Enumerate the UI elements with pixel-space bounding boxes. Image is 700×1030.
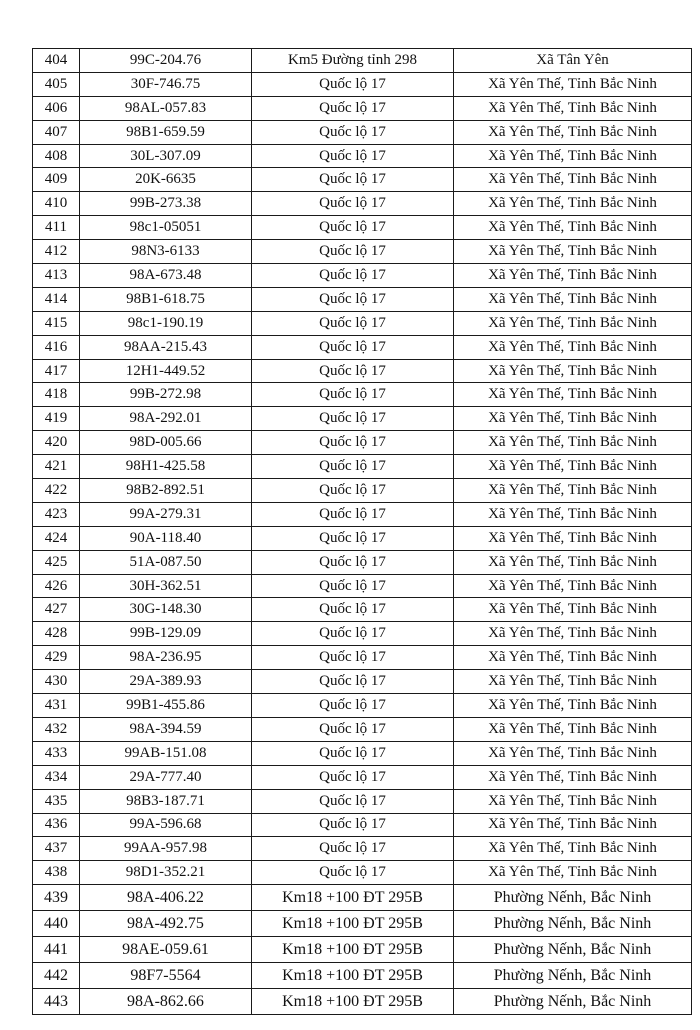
location-cell: Quốc lộ 17 bbox=[252, 813, 454, 837]
table-row bbox=[33, 789, 692, 813]
table-row bbox=[33, 741, 692, 765]
table-row bbox=[33, 694, 692, 718]
row-number-cell: 418 bbox=[33, 383, 80, 407]
location-cell: Quốc lộ 17 bbox=[252, 526, 454, 550]
license-plate-cell: 99AA-957.98 bbox=[80, 837, 252, 861]
row-number-cell: 419 bbox=[33, 407, 80, 431]
license-plate-cell: 98H1-425.58 bbox=[80, 455, 252, 479]
location-cell: Quốc lộ 17 bbox=[252, 741, 454, 765]
location-cell: Quốc lộ 17 bbox=[252, 287, 454, 311]
license-plate-cell: 99B-129.09 bbox=[80, 622, 252, 646]
location-cell: Km18 +100 ĐT 295B bbox=[252, 911, 454, 937]
table-row bbox=[33, 885, 692, 911]
ward-cell: Xã Yên Thế, Tỉnh Bắc Ninh bbox=[454, 765, 692, 789]
location-cell: Quốc lộ 17 bbox=[252, 72, 454, 96]
row-number-cell: 405 bbox=[33, 72, 80, 96]
license-plate-cell: 98A-673.48 bbox=[80, 264, 252, 288]
table-row bbox=[33, 765, 692, 789]
location-cell: Quốc lộ 17 bbox=[252, 479, 454, 503]
table-row bbox=[33, 335, 692, 359]
location-cell: Quốc lộ 17 bbox=[252, 622, 454, 646]
location-cell: Km18 +100 ĐT 295B bbox=[252, 885, 454, 911]
ward-cell: Xã Yên Thế, Tỉnh Bắc Ninh bbox=[454, 694, 692, 718]
table-row bbox=[33, 479, 692, 503]
license-plate-cell: 30H-362.51 bbox=[80, 574, 252, 598]
row-number-cell: 436 bbox=[33, 813, 80, 837]
ward-cell: Xã Yên Thế, Tỉnh Bắc Ninh bbox=[454, 264, 692, 288]
table-row bbox=[33, 861, 692, 885]
ward-cell: Xã Yên Thế, Tỉnh Bắc Ninh bbox=[454, 479, 692, 503]
location-cell: Quốc lộ 17 bbox=[252, 407, 454, 431]
license-plate-cell: 99A-279.31 bbox=[80, 502, 252, 526]
row-number-cell: 422 bbox=[33, 479, 80, 503]
table-row bbox=[33, 646, 692, 670]
location-cell: Quốc lộ 17 bbox=[252, 311, 454, 335]
license-plate-cell: 99A-596.68 bbox=[80, 813, 252, 837]
ward-cell: Xã Yên Thế, Tỉnh Bắc Ninh bbox=[454, 96, 692, 120]
ward-cell: Xã Yên Thế, Tỉnh Bắc Ninh bbox=[454, 287, 692, 311]
table-row bbox=[33, 550, 692, 574]
location-cell: Quốc lộ 17 bbox=[252, 646, 454, 670]
row-number-cell: 438 bbox=[33, 861, 80, 885]
table-row bbox=[33, 963, 692, 989]
row-number-cell: 409 bbox=[33, 168, 80, 192]
location-cell: Quốc lộ 17 bbox=[252, 264, 454, 288]
ward-cell: Xã Yên Thế, Tỉnh Bắc Ninh bbox=[454, 455, 692, 479]
row-number-cell: 404 bbox=[33, 49, 80, 73]
row-number-cell: 424 bbox=[33, 526, 80, 550]
row-number-cell: 423 bbox=[33, 502, 80, 526]
row-number-cell: 435 bbox=[33, 789, 80, 813]
ward-cell: Xã Yên Thế, Tỉnh Bắc Ninh bbox=[454, 622, 692, 646]
row-number-cell: 428 bbox=[33, 622, 80, 646]
location-cell: Quốc lộ 17 bbox=[252, 192, 454, 216]
row-number-cell: 427 bbox=[33, 598, 80, 622]
ward-cell: Xã Yên Thế, Tỉnh Bắc Ninh bbox=[454, 670, 692, 694]
location-cell: Quốc lộ 17 bbox=[252, 168, 454, 192]
ward-cell: Xã Yên Thế, Tỉnh Bắc Ninh bbox=[454, 717, 692, 741]
table-row bbox=[33, 72, 692, 96]
license-plate-cell: 98A-292.01 bbox=[80, 407, 252, 431]
license-plate-cell: 98A-236.95 bbox=[80, 646, 252, 670]
location-cell: Quốc lộ 17 bbox=[252, 670, 454, 694]
row-number-cell: 441 bbox=[33, 937, 80, 963]
license-plate-cell: 98AE-059.61 bbox=[80, 937, 252, 963]
location-cell: Quốc lộ 17 bbox=[252, 335, 454, 359]
table-row bbox=[33, 574, 692, 598]
location-cell: Quốc lộ 17 bbox=[252, 574, 454, 598]
location-cell: Quốc lộ 17 bbox=[252, 717, 454, 741]
license-plate-cell: 98B3-187.71 bbox=[80, 789, 252, 813]
table-row bbox=[33, 717, 692, 741]
license-plate-cell: 98B1-659.59 bbox=[80, 120, 252, 144]
license-plate-cell: 29A-777.40 bbox=[80, 765, 252, 789]
location-cell: Km5 Đường tỉnh 298 bbox=[252, 49, 454, 73]
row-number-cell: 442 bbox=[33, 963, 80, 989]
ward-cell: Xã Yên Thế, Tỉnh Bắc Ninh bbox=[454, 216, 692, 240]
row-number-cell: 443 bbox=[33, 989, 80, 1015]
row-number-cell: 421 bbox=[33, 455, 80, 479]
license-plate-cell: 98A-394.59 bbox=[80, 717, 252, 741]
license-plate-cell: 98A-406.22 bbox=[80, 885, 252, 911]
table-row bbox=[33, 192, 692, 216]
row-number-cell: 413 bbox=[33, 264, 80, 288]
location-cell: Quốc lộ 17 bbox=[252, 359, 454, 383]
location-cell: Quốc lộ 17 bbox=[252, 550, 454, 574]
row-number-cell: 433 bbox=[33, 741, 80, 765]
license-plate-cell: 20K-6635 bbox=[80, 168, 252, 192]
ward-cell: Phường Nếnh, Bắc Ninh bbox=[454, 937, 692, 963]
row-number-cell: 440 bbox=[33, 911, 80, 937]
location-cell: Quốc lộ 17 bbox=[252, 96, 454, 120]
table-row bbox=[33, 311, 692, 335]
ward-cell: Phường Nếnh, Bắc Ninh bbox=[454, 989, 692, 1015]
table-row bbox=[33, 120, 692, 144]
license-plate-cell: 30L-307.09 bbox=[80, 144, 252, 168]
table-row bbox=[33, 911, 692, 937]
license-plate-cell: 98D-005.66 bbox=[80, 431, 252, 455]
ward-cell: Xã Yên Thế, Tỉnh Bắc Ninh bbox=[454, 598, 692, 622]
ward-cell: Xã Yên Thế, Tỉnh Bắc Ninh bbox=[454, 192, 692, 216]
table-row bbox=[33, 598, 692, 622]
row-number-cell: 426 bbox=[33, 574, 80, 598]
location-cell: Quốc lộ 17 bbox=[252, 120, 454, 144]
location-cell: Quốc lộ 17 bbox=[252, 789, 454, 813]
license-plate-cell: 98AA-215.43 bbox=[80, 335, 252, 359]
license-plate-cell: 30F-746.75 bbox=[80, 72, 252, 96]
row-number-cell: 412 bbox=[33, 240, 80, 264]
table-row bbox=[33, 240, 692, 264]
license-plate-cell: 98F7-5564 bbox=[80, 963, 252, 989]
table-row bbox=[33, 168, 692, 192]
table-row bbox=[33, 407, 692, 431]
table-row bbox=[33, 989, 692, 1015]
row-number-cell: 410 bbox=[33, 192, 80, 216]
location-cell: Quốc lộ 17 bbox=[252, 861, 454, 885]
license-plate-cell: 12H1-449.52 bbox=[80, 359, 252, 383]
row-number-cell: 416 bbox=[33, 335, 80, 359]
ward-cell: Xã Yên Thế, Tỉnh Bắc Ninh bbox=[454, 311, 692, 335]
row-number-cell: 417 bbox=[33, 359, 80, 383]
location-cell: Quốc lộ 17 bbox=[252, 455, 454, 479]
ward-cell: Xã Yên Thế, Tỉnh Bắc Ninh bbox=[454, 431, 692, 455]
table-row bbox=[33, 359, 692, 383]
license-plate-cell: 90A-118.40 bbox=[80, 526, 252, 550]
ward-cell: Xã Yên Thế, Tỉnh Bắc Ninh bbox=[454, 359, 692, 383]
license-plate-cell: 99B1-455.86 bbox=[80, 694, 252, 718]
location-cell: Quốc lộ 17 bbox=[252, 240, 454, 264]
ward-cell: Xã Yên Thế, Tỉnh Bắc Ninh bbox=[454, 407, 692, 431]
ward-cell: Phường Nếnh, Bắc Ninh bbox=[454, 911, 692, 937]
row-number-cell: 420 bbox=[33, 431, 80, 455]
ward-cell: Xã Yên Thế, Tỉnh Bắc Ninh bbox=[454, 550, 692, 574]
table-row bbox=[33, 670, 692, 694]
table-row bbox=[33, 837, 692, 861]
license-plate-cell: 29A-389.93 bbox=[80, 670, 252, 694]
table-row bbox=[33, 96, 692, 120]
location-cell: Km18 +100 ĐT 295B bbox=[252, 937, 454, 963]
table-row bbox=[33, 216, 692, 240]
location-cell: Quốc lộ 17 bbox=[252, 144, 454, 168]
location-cell: Quốc lộ 17 bbox=[252, 694, 454, 718]
row-number-cell: 411 bbox=[33, 216, 80, 240]
ward-cell: Xã Yên Thế, Tỉnh Bắc Ninh bbox=[454, 741, 692, 765]
location-cell: Km18 +100 ĐT 295B bbox=[252, 989, 454, 1015]
row-number-cell: 434 bbox=[33, 765, 80, 789]
ward-cell: Xã Yên Thế, Tỉnh Bắc Ninh bbox=[454, 789, 692, 813]
ward-cell: Xã Yên Thế, Tỉnh Bắc Ninh bbox=[454, 646, 692, 670]
row-number-cell: 429 bbox=[33, 646, 80, 670]
table-row bbox=[33, 455, 692, 479]
table-row bbox=[33, 937, 692, 963]
license-plate-cell: 99AB-151.08 bbox=[80, 741, 252, 765]
license-plate-cell: 98A-492.75 bbox=[80, 911, 252, 937]
table-row bbox=[33, 526, 692, 550]
ward-cell: Xã Yên Thế, Tỉnh Bắc Ninh bbox=[454, 574, 692, 598]
table-row bbox=[33, 49, 692, 73]
table-body bbox=[33, 49, 692, 1015]
location-cell: Km18 +100 ĐT 295B bbox=[252, 963, 454, 989]
table-row bbox=[33, 431, 692, 455]
violation-table bbox=[32, 48, 692, 1015]
table-row bbox=[33, 264, 692, 288]
license-plate-cell: 98AL-057.83 bbox=[80, 96, 252, 120]
ward-cell: Xã Yên Thế, Tỉnh Bắc Ninh bbox=[454, 861, 692, 885]
location-cell: Quốc lộ 17 bbox=[252, 383, 454, 407]
ward-cell: Phường Nếnh, Bắc Ninh bbox=[454, 963, 692, 989]
license-plate-cell: 98B1-618.75 bbox=[80, 287, 252, 311]
ward-cell: Xã Yên Thế, Tỉnh Bắc Ninh bbox=[454, 240, 692, 264]
license-plate-cell: 99B-272.98 bbox=[80, 383, 252, 407]
table-row bbox=[33, 622, 692, 646]
ward-cell: Xã Yên Thế, Tỉnh Bắc Ninh bbox=[454, 837, 692, 861]
location-cell: Quốc lộ 17 bbox=[252, 598, 454, 622]
table-row bbox=[33, 287, 692, 311]
ward-cell: Xã Yên Thế, Tỉnh Bắc Ninh bbox=[454, 168, 692, 192]
location-cell: Quốc lộ 17 bbox=[252, 431, 454, 455]
ward-cell: Xã Yên Thế, Tỉnh Bắc Ninh bbox=[454, 120, 692, 144]
row-number-cell: 415 bbox=[33, 311, 80, 335]
row-number-cell: 406 bbox=[33, 96, 80, 120]
row-number-cell: 437 bbox=[33, 837, 80, 861]
ward-cell: Xã Yên Thế, Tỉnh Bắc Ninh bbox=[454, 383, 692, 407]
ward-cell: Xã Yên Thế, Tỉnh Bắc Ninh bbox=[454, 813, 692, 837]
license-plate-cell: 51A-087.50 bbox=[80, 550, 252, 574]
license-plate-cell: 98N3-6133 bbox=[80, 240, 252, 264]
license-plate-cell: 98A-862.66 bbox=[80, 989, 252, 1015]
ward-cell: Xã Yên Thế, Tỉnh Bắc Ninh bbox=[454, 526, 692, 550]
license-plate-cell: 30G-148.30 bbox=[80, 598, 252, 622]
ward-cell: Xã Yên Thế, Tỉnh Bắc Ninh bbox=[454, 144, 692, 168]
location-cell: Quốc lộ 17 bbox=[252, 216, 454, 240]
ward-cell: Xã Tân Yên bbox=[454, 49, 692, 73]
location-cell: Quốc lộ 17 bbox=[252, 765, 454, 789]
table-row bbox=[33, 383, 692, 407]
location-cell: Quốc lộ 17 bbox=[252, 837, 454, 861]
license-plate-cell: 99B-273.38 bbox=[80, 192, 252, 216]
ward-cell: Xã Yên Thế, Tỉnh Bắc Ninh bbox=[454, 335, 692, 359]
license-plate-cell: 98c1-190.19 bbox=[80, 311, 252, 335]
ward-cell: Phường Nếnh, Bắc Ninh bbox=[454, 885, 692, 911]
row-number-cell: 414 bbox=[33, 287, 80, 311]
row-number-cell: 408 bbox=[33, 144, 80, 168]
table-row bbox=[33, 144, 692, 168]
row-number-cell: 431 bbox=[33, 694, 80, 718]
row-number-cell: 425 bbox=[33, 550, 80, 574]
row-number-cell: 439 bbox=[33, 885, 80, 911]
row-number-cell: 407 bbox=[33, 120, 80, 144]
license-plate-cell: 98B2-892.51 bbox=[80, 479, 252, 503]
license-plate-cell: 99C-204.76 bbox=[80, 49, 252, 73]
license-plate-cell: 98D1-352.21 bbox=[80, 861, 252, 885]
license-plate-cell: 98c1-05051 bbox=[80, 216, 252, 240]
location-cell: Quốc lộ 17 bbox=[252, 502, 454, 526]
row-number-cell: 430 bbox=[33, 670, 80, 694]
table-row bbox=[33, 502, 692, 526]
table-row bbox=[33, 813, 692, 837]
ward-cell: Xã Yên Thế, Tỉnh Bắc Ninh bbox=[454, 502, 692, 526]
row-number-cell: 432 bbox=[33, 717, 80, 741]
ward-cell: Xã Yên Thế, Tỉnh Bắc Ninh bbox=[454, 72, 692, 96]
